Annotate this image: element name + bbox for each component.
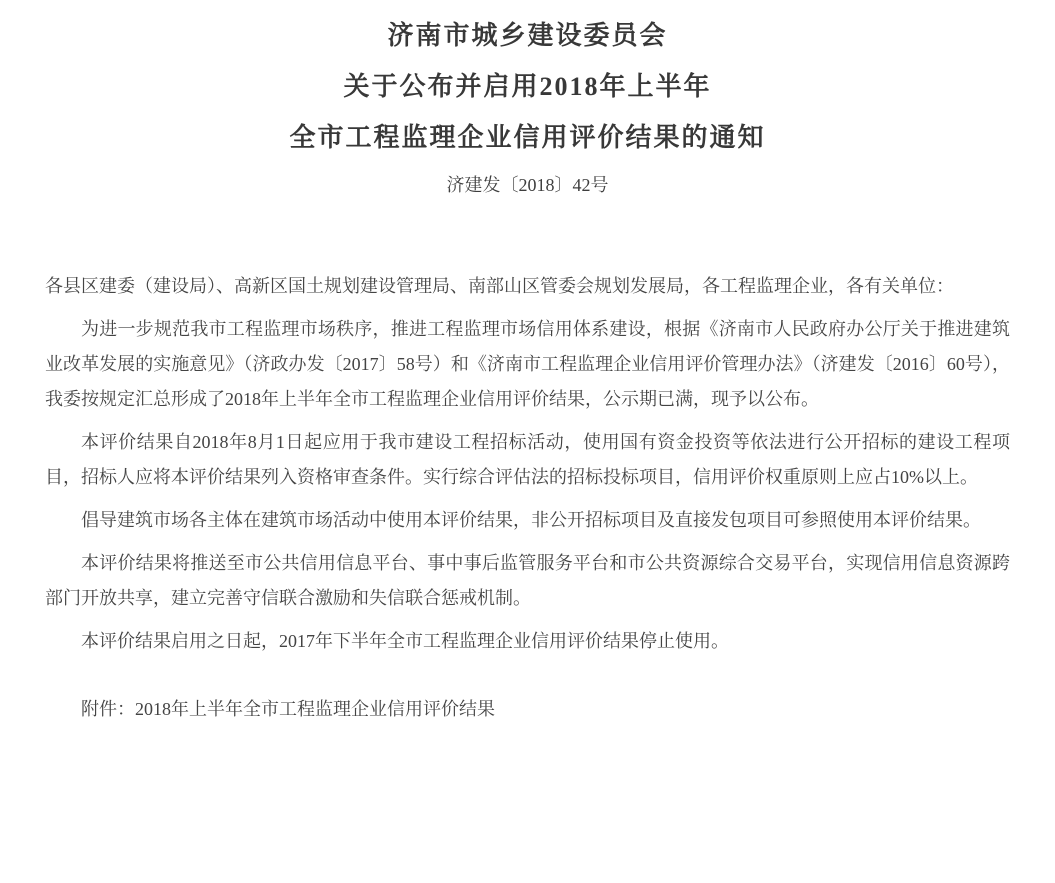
document-title-line-1: 济南市城乡建设委员会	[387, 21, 668, 50]
document-title-line-3: 全市工程监理企业信用评价结果的通知	[289, 123, 766, 152]
salutation-line: 各县区建委（建设局）、高新区国土规划建设管理局、南部山区管委会规划发展局，各工程监理企业，各有关单位：	[45, 276, 954, 296]
document-number: 济建发〔2018〕42号	[446, 175, 609, 195]
paragraph-3: 倡导建筑市场各主体在建筑市场活动中使用本评价结果，非公开招标项目及直接发包项目可参照使用本评价结果。	[81, 510, 981, 530]
paragraph-5: 本评价结果启用之日起，2017年下半年全市工程监理企业信用评价结果停止使用。	[81, 631, 729, 651]
paragraph-2: 本评价结果自2018年8月1日起应用于我市建设工程招标活动，使用国有资金投资等依法进行公开招标的建设工程项目，招标人应将本评价结果列入资格审查条件。实行综合评估法的招标投标项目，信用评价权重原则上应占10%以上。	[45, 432, 1010, 487]
paragraph-4: 本评价结果将推送至市公共信用信息平台、事中事后监管服务平台和市公共资源综合交易平台，实现信用信息资源跨部门开放共享，建立完善守信联合激励和失信联合惩戒机制。	[45, 553, 1010, 608]
attachment-line: 附件：2018年上半年全市工程监理企业信用评价结果	[81, 699, 495, 719]
paragraph-1: 为进一步规范我市工程监理市场秩序，推进工程监理市场信用体系建设，根据《济南市人民政府办公厅关于推进建筑业改革发展的实施意见》（济政办发〔2017〕58号）和《济南市工程监理企业信用评价管理办法》（济建发〔2016〕60号），我委按规定汇总形成了2018年上半年全市工程监理企业信用评价结果，公示期已满，现予以公布。	[45, 319, 1010, 409]
document-title-line-2: 关于公布并启用2018年上半年	[343, 72, 712, 101]
